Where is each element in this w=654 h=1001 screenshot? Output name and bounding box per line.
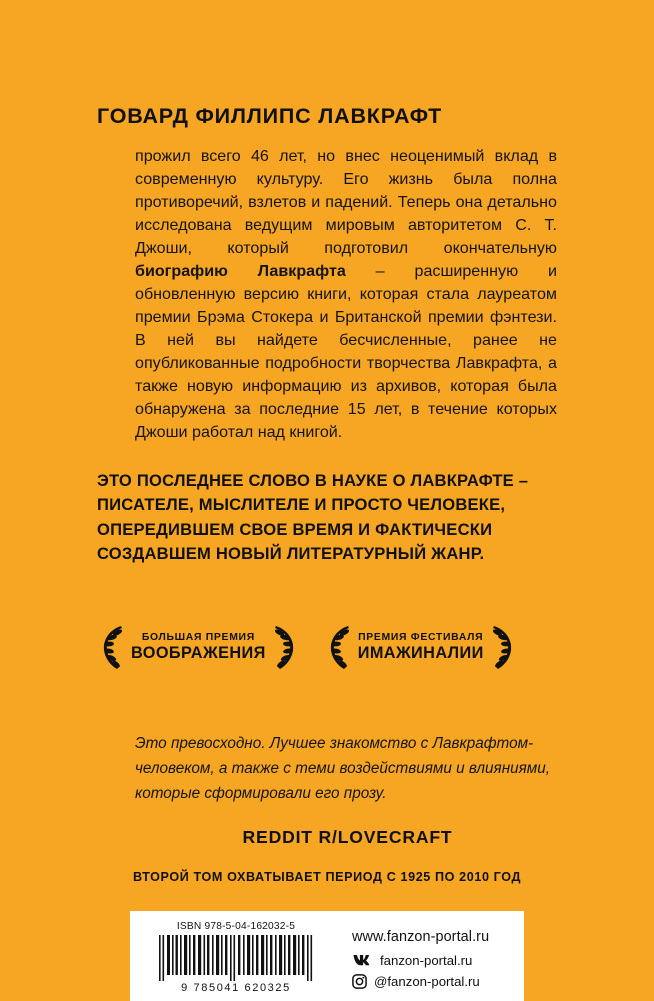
review-quote: Это превосходно. Лучшее знакомство с Лавкрафтом-человеком, а также с теми воздействиями и влияниями, которые сформировали его прозу. — [135, 735, 551, 802]
blurb-part-2: – расширенную и обновленную версию книги, которая стала лауреатом премии Брэма Стокера и Британской премии фэнтези. В ней вы найдете бесчисленные, ранее не опубликованные подробности творчества Лавкрафта, а также новую информацию из архивов, которая была обнаружена за последние 15 лет, в течение которых Джоши работал над книгой. — [135, 261, 557, 441]
laurel-wreath-left-icon — [326, 624, 352, 670]
vk-icon — [352, 954, 373, 967]
statement-block — [97, 469, 552, 567]
cover-content — [97, 0, 557, 848]
barcode-icon — [156, 935, 314, 981]
bottom-info-bar — [130, 911, 524, 1001]
award-badge-imagination — [99, 624, 298, 670]
award-text — [356, 631, 486, 664]
award-top-line: ПРЕМИЯ ФЕСТИВАЛЯ — [358, 632, 484, 644]
vk-handle: fanzon-portal.ru — [380, 953, 473, 968]
volume-note: ВТОРОЙ ТОМ ОХВАТЫВАЕТ ПЕРИОД С 1925 ПО 2010 ГОД — [132, 870, 522, 884]
publisher-info — [352, 929, 522, 989]
award-bottom-line: ВООБРАЖЕНИЯ — [131, 644, 266, 663]
blurb-emphasis: биографию Лавкрафта — [135, 261, 346, 280]
statement-line-1: ЭТО ПОСЛЕДНЕЕ СЛОВО В НАУКЕ О ЛАВКРАФТЕ – — [97, 470, 529, 490]
laurel-wreath-right-icon — [272, 624, 298, 670]
statement-line-2: ПИСАТЕЛЕ, МЫСЛИТЕЛЕ И ПРОСТО ЧЕЛОВЕКЕ, — [97, 495, 506, 515]
blurb-part-1: прожил всего 46 лет, но внес неоценимый вклад в современную культуру. Его жизнь была полна противоречий, взлетов и падений. Теперь она детально исследована ведущим мировым авторитетом С. Т. Джоши, который подготовил окончательную — [135, 146, 557, 257]
award-bottom-line: ИМАЖИНАЛИИ — [357, 644, 484, 663]
instagram-row[interactable] — [352, 974, 522, 989]
laurel-wreath-left-icon — [99, 624, 125, 670]
instagram-handle: @fanzon-portal.ru — [374, 974, 480, 989]
instagram-icon — [352, 974, 367, 989]
review-source: REDDIT R/LOVECRAFT — [242, 826, 453, 847]
ean-digits: 9 785041 620325 — [181, 982, 291, 994]
book-blurb — [135, 145, 557, 444]
award-text — [129, 631, 268, 664]
barcode-block — [156, 921, 316, 999]
awards-row — [99, 624, 557, 670]
isbn-text: ISBN 978-5-04-162032-5 — [176, 921, 296, 932]
vk-row[interactable] — [352, 953, 522, 968]
statement-line-3: ОПЕРЕДИВШЕМ СВОЕ ВРЕМЯ И ФАКТИЧЕСКИ — [97, 519, 493, 539]
award-badge-imaginalia — [326, 624, 516, 670]
statement-line-4: СОЗДАВШЕМ НОВЫЙ ЛИТЕРАТУРНЫЙ ЖАНР. — [97, 543, 485, 563]
website-url[interactable]: www.fanzon-portal.ru — [352, 929, 490, 945]
award-top-line: БОЛЬШАЯ ПРЕМИЯ — [141, 632, 255, 644]
author-name: ГОВАРД ФИЛЛИПС ЛАВКРАФТ — [97, 104, 443, 128]
laurel-wreath-right-icon — [490, 624, 516, 670]
